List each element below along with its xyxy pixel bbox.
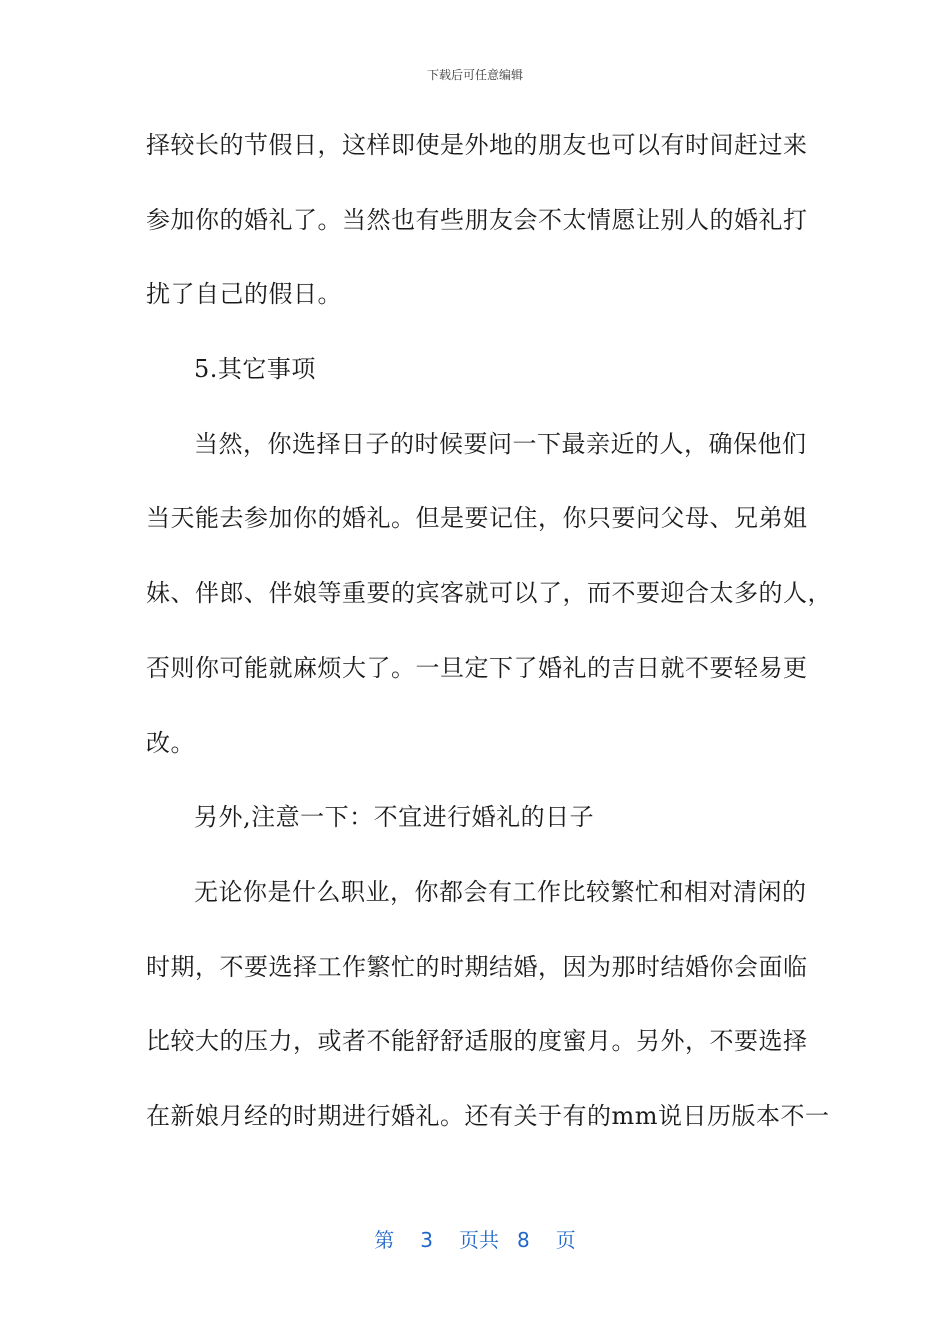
body-line: 妹、伴郎、伴娘等重要的宾客就可以了，而不要迎合太多的人， — [146, 579, 832, 608]
section-heading: 5.其它事项 — [194, 355, 316, 384]
body-line: 择较长的节假日，这样即使是外地的朋友也可以有时间赶过来 — [146, 131, 808, 159]
body-line: 时期，不要选择工作繁忙的时期结婚，因为那时结婚你会面临 — [146, 952, 808, 981]
body-line: 否则你可能就麻烦大了。一旦定下了婚礼的吉日就不要轻易更 — [146, 653, 808, 682]
body-line: 扰了自己的假日。 — [146, 280, 342, 309]
page-footer — [0, 1224, 950, 1253]
body-line: 比较大的压力，或者不能舒舒适服的度蜜月。另外，不要选择 — [146, 1027, 808, 1056]
page-middle: 页共 — [459, 1228, 499, 1252]
page-suffix: 页 — [555, 1228, 576, 1252]
section-heading: 另外,注意一下：不宜进行婚礼的日子 — [194, 803, 595, 832]
body-line: 当然，你选择日子的时候要问一下最亲近的人，确保他们 — [194, 429, 807, 458]
body-line: 参加你的婚礼了。当然也有些朋友会不太情愿让别人的婚礼打 — [146, 205, 808, 234]
body-line: 无论你是什么职业，你都会有工作比较繁忙和相对清闲的 — [194, 877, 807, 906]
body-line: 改。 — [146, 728, 195, 757]
current-page-number: 3 — [420, 1228, 433, 1252]
page-prefix: 第 — [374, 1228, 395, 1252]
total-pages-number: 8 — [517, 1228, 530, 1252]
header-note: 下载后可任意编辑 — [426, 68, 523, 82]
body-line: 在新娘月经的时期进行婚礼。还有关于有的mm说日历版本不一 — [146, 1101, 830, 1130]
document-body — [146, 116, 832, 1162]
body-line: 当天能去参加你的婚礼。但是要记住，你只要问父母、兄弟姐 — [146, 504, 808, 533]
